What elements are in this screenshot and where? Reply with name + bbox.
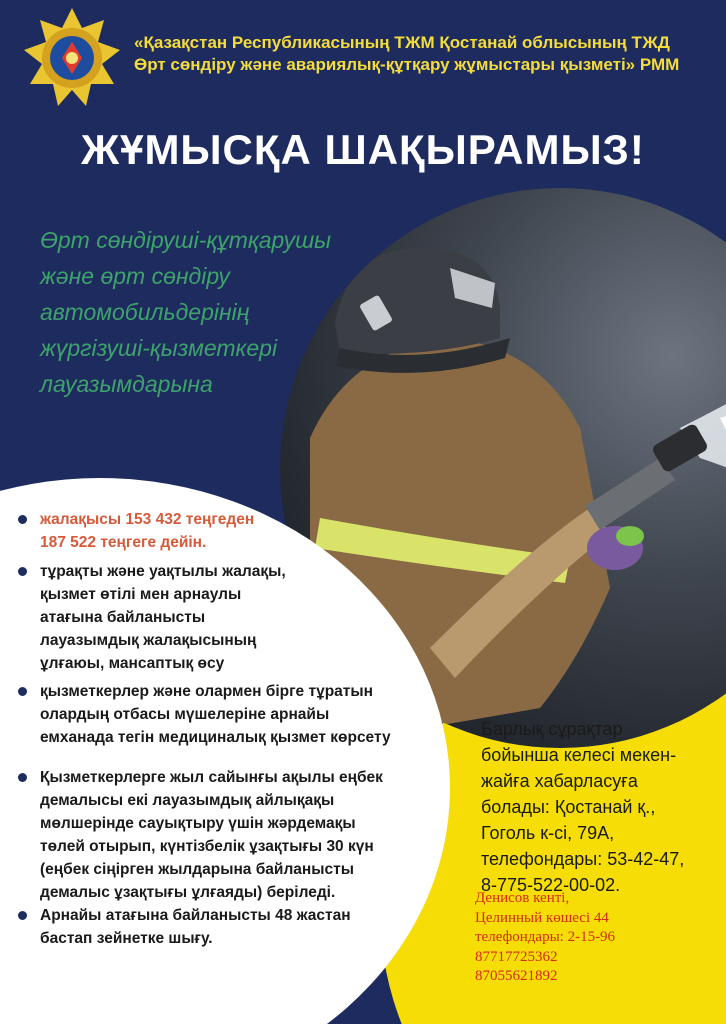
branch-contact-line: 87717725362 — [475, 948, 558, 965]
bullet-dot-icon — [18, 515, 27, 524]
contact-line: телефондары: 53-42-47, — [481, 849, 685, 869]
poster-title: ЖҰМЫСҚА ШАҚЫРАМЫЗ! — [81, 126, 645, 173]
emergency-service-emblem-icon — [20, 6, 124, 110]
benefit-line: Қызметкерлерге жыл сайынғы ақылы еңбек — [40, 769, 383, 786]
benefit-line: 187 522 теңгеге дейін. — [40, 534, 207, 551]
branch-contact-line: Целинный көшесі 44 — [475, 909, 609, 926]
benefit-line: жалақысы 153 432 теңгеден — [40, 511, 255, 528]
branch-contact-info — [475, 889, 715, 987]
benefit-line: (еңбек сіңірген жылдарына байланысты — [40, 861, 354, 878]
positions-line: жүргізуші-қызметкері — [40, 335, 278, 361]
benefit-line: қызмет өтілі мен арнаулы — [40, 586, 242, 603]
benefit-line: атағына байланысты — [40, 609, 206, 626]
benefit-line: емханада тегін медициналық қызмет көрсету — [40, 729, 391, 746]
benefit-line: мөлшерінде сауықтыру үшін жәрдемақы — [40, 815, 356, 832]
contact-line: 8-775-522-00-02. — [481, 875, 621, 895]
contact-line: жайға хабарласуға — [481, 771, 638, 791]
branch-contact-line: телефондары: 2-15-96 — [475, 929, 616, 945]
organization-line-1: «Қазақстан Республикасының ТЖМ Қостанай облысының ТЖД — [134, 33, 670, 52]
branch-contact-line: 87055621892 — [475, 968, 558, 984]
benefit-line: бастап зейнетке шығу. — [40, 930, 213, 947]
organization-name — [134, 32, 714, 76]
bullet-dot-icon — [18, 687, 27, 696]
positions-line: Өрт сөндіруші-құтқарушы — [40, 227, 332, 253]
positions-line: автомобильдерінің — [40, 299, 250, 325]
benefit-line: Арнайы атағына байланысты 48 жастан — [40, 907, 351, 924]
bullet-dot-icon — [18, 911, 27, 920]
benefit-line: демалысы екі лауазымдық айлықақы — [40, 792, 335, 809]
contact-line: Гоголь к-сі, 79А, — [481, 823, 615, 843]
positions-line: және өрт сөндіру — [40, 263, 230, 289]
contact-line: Барлық сұрақтар — [481, 719, 623, 739]
contact-line: болады: Қостанай қ., — [481, 797, 656, 817]
positions-line: лауазымдарына — [40, 371, 213, 397]
benefit-line: демалыс ұзақтығы ұлғаяды) беріледі. — [40, 884, 336, 901]
benefit-line: төлей отырып, күнтізбелік ұзақтығы 30 күн — [40, 838, 374, 855]
positions-text — [40, 222, 360, 402]
benefit-line: ұлғаюы, мансаптық өсу — [40, 655, 225, 672]
contact-line: бойынша келесі мекен- — [481, 745, 677, 765]
branch-contact-line: Денисов кенті, — [475, 890, 570, 906]
benefit-line: тұрақты және уақтылы жалақы, — [40, 563, 286, 580]
benefit-line: лауазымдық жалақысының — [40, 632, 257, 649]
bullet-dot-icon — [18, 773, 27, 782]
organization-line-2: Өрт сөндіру және авариялық-құтқару жұмыстары қызметі» РММ — [134, 55, 680, 74]
benefit-line: олардың отбасы мүшелеріне арнайы — [40, 706, 330, 723]
bullet-dot-icon — [18, 567, 27, 576]
benefit-line: қызметкерлер және олармен бірге тұратын — [40, 683, 373, 700]
contact-info — [481, 716, 711, 898]
